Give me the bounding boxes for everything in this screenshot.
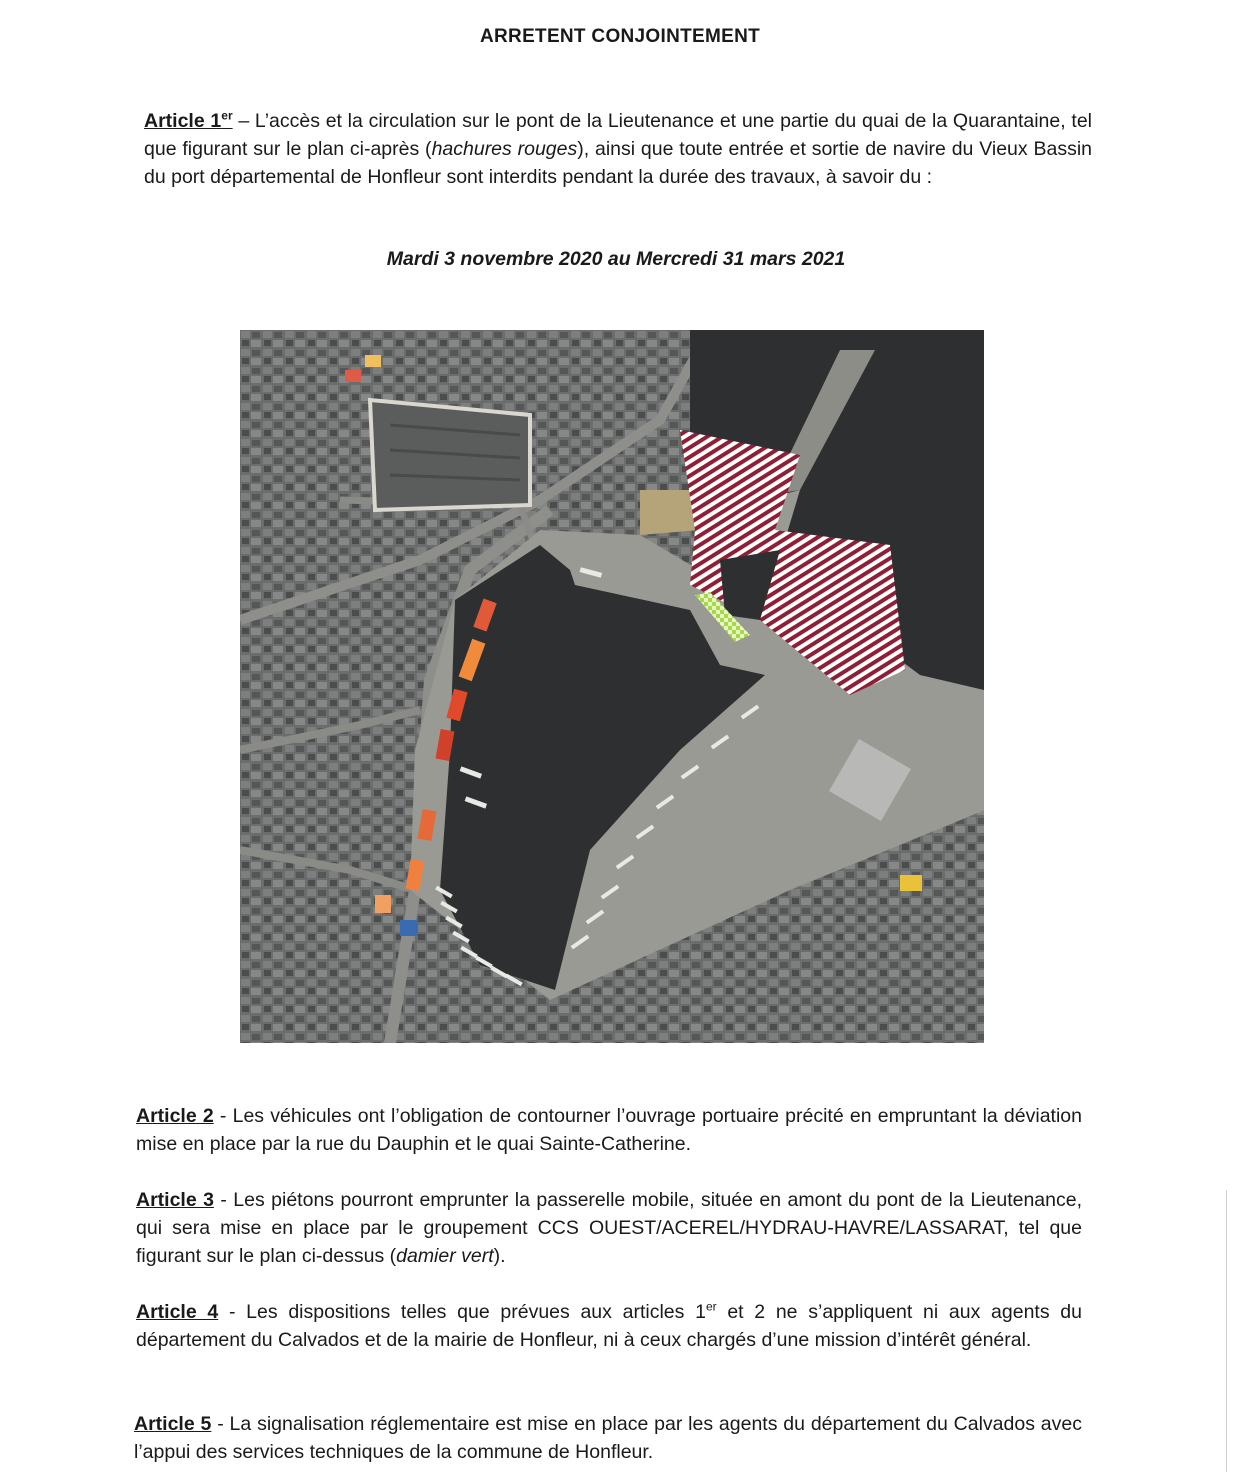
article-2-text: Les véhicules ont l’obligation de contourner l’ouvrage portuaire précité en empruntant la déviation mise en place par la rue du Dauphin et le quai Sainte-Catherine. [136, 1105, 1082, 1155]
article-2-label: Article 2 [136, 1105, 214, 1127]
article-4-text: Les dispositions telles que prévues aux articles 1 [246, 1301, 706, 1323]
article-3-text-end: ). [493, 1245, 506, 1267]
article-3-text: Les piétons pourront emprunter la passerelle mobile, située en amont du pont de la Lieutenance, qui sera mise en place par le groupement CCS OUEST/ACEREL/HYDRAU-HAVRE/LASSARAT, tel que figurant sur le plan ci-dessus ( [136, 1189, 1082, 1267]
article-3 [136, 1186, 1082, 1270]
article-5-text: La signalisation réglementaire est mise en place par les agents du département du Calvados avec l’appui des services techniques de la commune de Honfleur. [134, 1413, 1082, 1463]
article-1-text: L’accès et la circulation sur le pont de la Lieutenance et une partie du quai de la Quarantaine, tel que figurant sur le plan ci-après ( [144, 110, 1092, 160]
article-5-separator: - [211, 1413, 230, 1435]
date-range: Mardi 3 novembre 2020 au Mercredi 31 mars 2021 [386, 248, 846, 270]
article-1-separator: – [232, 110, 255, 132]
article-1-text-end: ), ainsi que toute entrée et sortie de navire du Vieux Bassin du port départemental de Honfleur sont interdits pendant la durée des travaux, à savoir du : [144, 138, 1093, 188]
article-2-separator: - [213, 1105, 233, 1127]
aerial-map [240, 330, 984, 1043]
article-5 [134, 1410, 1082, 1466]
article-1-label: Article 1er [144, 108, 233, 132]
article-3-separator: - [213, 1189, 234, 1211]
article-4 [136, 1298, 1082, 1354]
scan-edge-line [1226, 1190, 1227, 1472]
article-3-italic: damier vert [396, 1245, 494, 1267]
article-5-label: Article 5 [134, 1413, 212, 1435]
article-4-label: Article 4 [136, 1301, 219, 1323]
document-title: ARRETENT CONJOINTEMENT [480, 26, 760, 47]
article-3-label: Article 3 [136, 1189, 214, 1211]
article-1 [144, 107, 1092, 191]
aerial-map-image [240, 330, 984, 1043]
article-1-italic: hachures rouges [431, 138, 578, 160]
article-4-separator: - [218, 1301, 247, 1323]
article-2 [136, 1102, 1082, 1158]
article-4-sup: er [705, 1299, 717, 1314]
article-4-text-end: et 2 ne s’appliquent ni aux agents du département du Calvados et de la mairie de Honfleur, ni à ceux chargés d’une mission d’intérêt général. [136, 1301, 1082, 1351]
